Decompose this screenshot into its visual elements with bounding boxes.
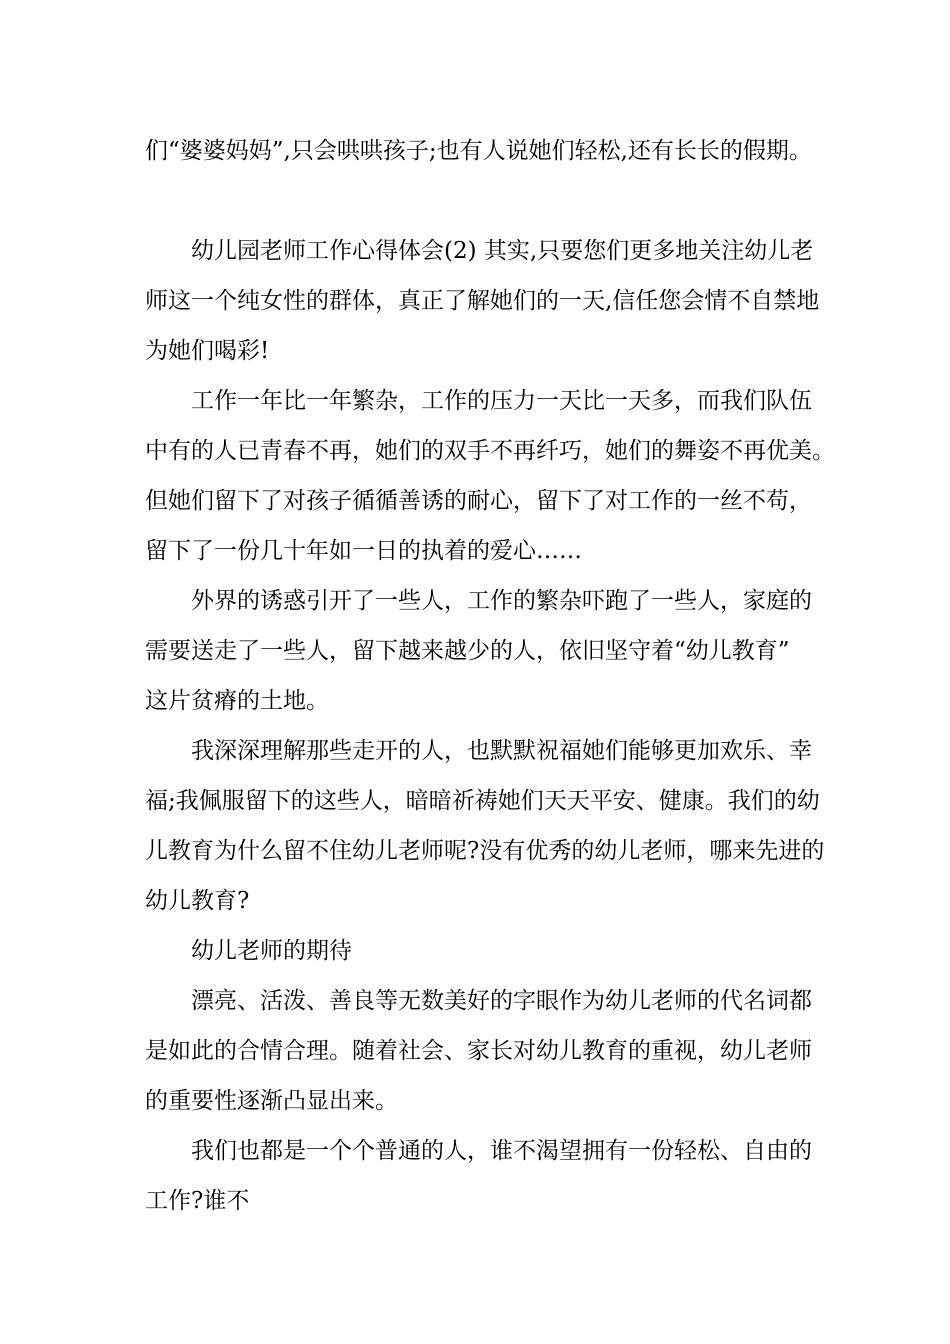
text-line: 工作?谁不 [145, 1188, 250, 1214]
text-line: 需要送走了一些人，留下越来越少的人，依旧坚守着“幼儿教育” [145, 638, 790, 664]
text-line: 中有的人已青春不再，她们的双手不再纤巧，她们的舞姿不再优美。 [145, 438, 835, 464]
section-heading: 幼儿老师的期待 [191, 938, 352, 964]
text-line: 是如此的合情合理。随着社会、家长对幼儿教育的重视，幼儿老师 [145, 1038, 812, 1064]
text-line: 工作一年比一年繁杂，工作的压力一天比一天多，而我们队伍 [191, 388, 812, 414]
text-line: 但她们留下了对孩子循循善诱的耐心，留下了对工作的一丝不苟， [145, 488, 812, 514]
text-line: 儿教育为什么留不住幼儿老师呢?没有优秀的幼儿老师，哪来先进的 [145, 838, 825, 864]
text-line: 我深深理解那些走开的人，也默默祝福她们能够更加欢乐、幸 [191, 738, 812, 764]
text-line: 我们也都是一个个普通的人，谁不渴望拥有一份轻松、自由的 [191, 1138, 812, 1164]
text-line: 漂亮、活泼、善良等无数美好的字眼作为幼儿老师的代名词都 [191, 988, 812, 1014]
text-line: 幼儿园老师工作心得体会(2) 其实,只要您们更多地关注幼儿老 [191, 238, 814, 264]
text-line: 幼儿教育? [145, 888, 250, 914]
text-line: 为她们喝彩! [145, 338, 270, 364]
text-line: 外界的诱惑引开了一些人，工作的繁杂吓跑了一些人，家庭的 [191, 588, 812, 614]
text-line: 师这一个纯女性的群体，真正了解她们的一天,信任您会情不自禁地 [145, 288, 820, 314]
text-line: 这片贫瘠的土地。 [145, 688, 329, 714]
text-line: 留下了一份几十年如一日的执着的爱心…… [145, 538, 582, 564]
text-line: 们“婆婆妈妈”,只会哄哄孩子;也有人说她们轻松,还有长长的假期。 [145, 138, 812, 164]
text-line: 的重要性逐渐凸显出来。 [145, 1088, 398, 1114]
text-line: 福;我佩服留下的这些人，暗暗祈祷她们天天平安、健康。我们的幼 [145, 788, 820, 814]
